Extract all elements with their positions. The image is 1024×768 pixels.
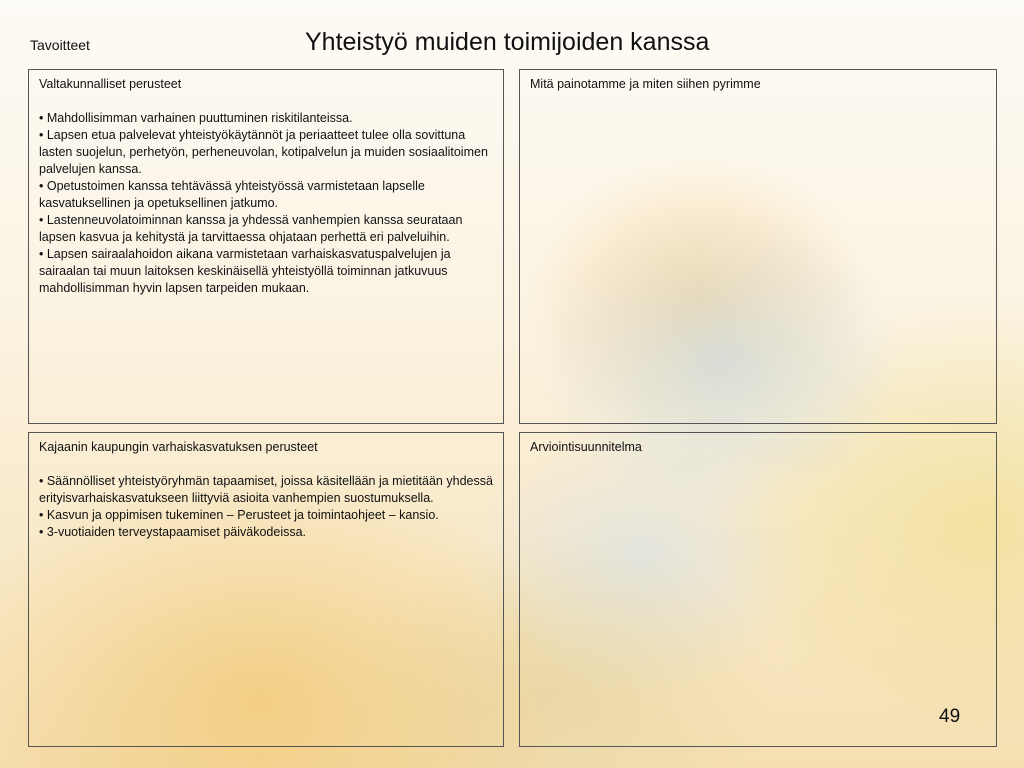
page-title: Yhteistyö muiden toimijoiden kanssa [305, 28, 710, 56]
list-item: • Kasvun ja oppimisen tukeminen – Perusteet ja toimintaohjeet – kansio. [39, 508, 439, 522]
evaluation-plan-heading: Arviointisuunnitelma [530, 440, 642, 454]
kajaani-guidelines-panel [28, 432, 504, 747]
list-item: • Säännölliset yhteistyöryhmän tapaamiset, joissa käsitellään ja mietitään yhdessä erityisvarhaiskasvatukseen liittyviä asioita vanhempien suostumuksella. [39, 474, 493, 505]
page-number: 49 [939, 706, 961, 727]
kajaani-guidelines-heading: Kajaanin kaupungin varhaiskasvatuksen perusteet [39, 440, 318, 454]
list-item: • Lapsen sairaalahoidon aikana varmistetaan varhaiskasvatuspalvelujen ja sairaalan tai muun laitoksen keskinäisellä yhteistyöllä toiminnan jatkuvuus mahdollisimman hyvin lapsen tarpeiden mukaan. [39, 247, 451, 295]
national-guidelines-list [39, 110, 493, 297]
focus-heading: Mitä painotamme ja miten siihen pyrimme [530, 77, 761, 91]
kajaani-guidelines-list [39, 473, 493, 541]
evaluation-plan-panel [519, 432, 997, 747]
list-item: • Lastenneuvolatoiminnan kanssa ja yhdessä vanhempien kanssa seurataan lapsen kasvua ja kehitystä ja tarvittaessa ohjataan perhettä eri palveluihin. [39, 213, 463, 244]
section-label: Tavoitteet [30, 37, 90, 53]
list-item: • Opetustoimen kanssa tehtävässä yhteistyössä varmistetaan lapselle kasvatuksellinen ja opetuksellinen jatkumo. [39, 179, 425, 210]
list-item: • 3-vuotiaiden terveystapaamiset päiväkodeissa. [39, 525, 307, 539]
focus-panel [519, 69, 997, 424]
list-item: • Lapsen etua palvelevat yhteistyökäytännöt ja periaatteet tulee olla sovittuna lasten suojelun, perhetyön, perheneuvolan, kotipalvelun ja muiden sosiaalitoimen palvelujen kanssa. [39, 128, 488, 176]
list-item: • Mahdollisimman varhainen puuttuminen riskitilanteissa. [39, 111, 353, 125]
national-guidelines-panel [28, 69, 504, 424]
national-guidelines-heading: Valtakunnalliset perusteet [39, 77, 182, 91]
